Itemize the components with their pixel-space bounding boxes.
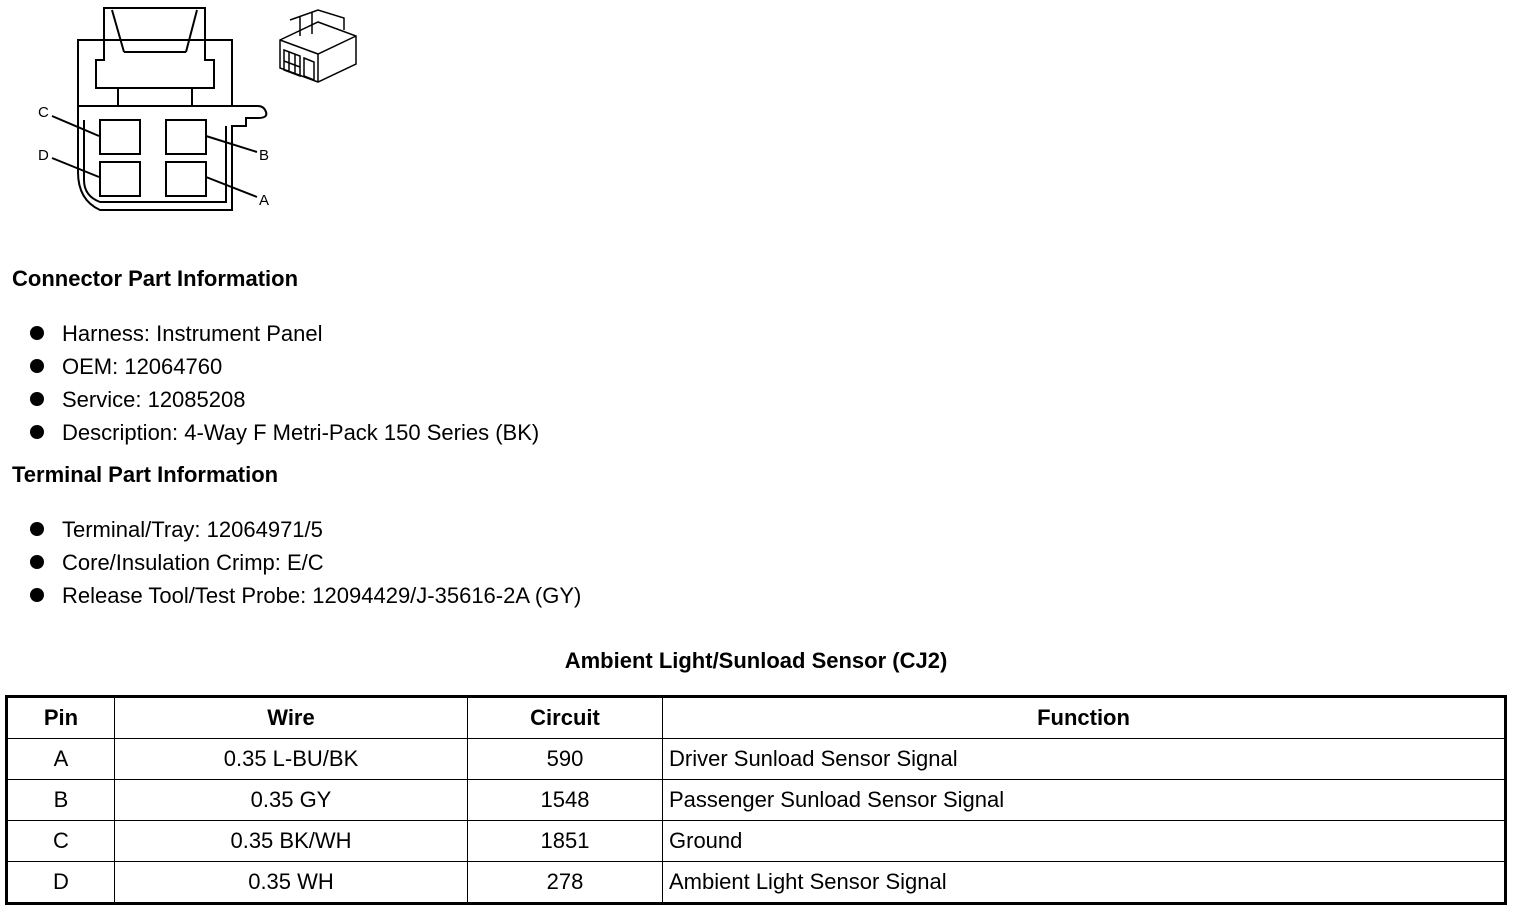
header-circuit: Circuit (468, 697, 663, 739)
table-title: Ambient Light/Sunload Sensor (CJ2) (564, 648, 948, 673)
wire-cell: 0.35 GY (115, 780, 468, 821)
pin-label-b: B (259, 147, 270, 164)
pin-label-a: A (259, 192, 270, 209)
function-cell: Ambient Light Sensor Signal (663, 862, 1506, 904)
table-header-row (7, 697, 1506, 739)
terminal-info-list (30, 513, 581, 612)
list-item: OEM: 12064760 (30, 350, 539, 383)
list-item: Description: 4-Way F Metri-Pack 150 Series (BK) (30, 416, 539, 449)
list-item: Core/Insulation Crimp: E/C (30, 546, 581, 579)
bullet-icon (30, 522, 44, 536)
bullet-icon (30, 326, 44, 340)
list-item: Release Tool/Test Probe: 12094429/J-35616-2A (GY) (30, 579, 581, 612)
pinout-table (5, 695, 1507, 905)
function-cell: Passenger Sunload Sensor Signal (663, 780, 1506, 821)
pin-cell: D (7, 862, 115, 904)
function-cell: Ground (663, 821, 1506, 862)
pin-cell: C (7, 821, 115, 862)
function-cell: Driver Sunload Sensor Signal (663, 739, 1506, 780)
bullet-icon (30, 425, 44, 439)
circuit-cell: 278 (468, 862, 663, 904)
pin-cell: A (7, 739, 115, 780)
pin-c-leader (52, 116, 99, 136)
bullet-icon (30, 555, 44, 569)
wire-cell: 0.35 WH (115, 862, 468, 904)
connector-info-heading: Connector Part Information (12, 266, 299, 291)
connector-info-list (30, 317, 539, 449)
table-row (7, 739, 1506, 780)
header-pin: Pin (7, 697, 115, 739)
connector-thumbnail (280, 10, 356, 82)
pin-label-c: C (38, 104, 49, 121)
bullet-icon (30, 359, 44, 373)
list-item: Terminal/Tray: 12064971/5 (30, 513, 581, 546)
circuit-cell: 1548 (468, 780, 663, 821)
list-item: Service: 12085208 (30, 383, 539, 416)
table-row (7, 821, 1506, 862)
wire-cell: 0.35 L-BU/BK (115, 739, 468, 780)
pin-label-d: D (38, 147, 49, 164)
table-row (7, 780, 1506, 821)
header-wire: Wire (115, 697, 468, 739)
bullet-icon (30, 392, 44, 406)
connector-diagram (0, 0, 380, 225)
circuit-cell: 590 (468, 739, 663, 780)
pin-d-leader (52, 158, 99, 177)
table-row (7, 862, 1506, 904)
pin-cell: B (7, 780, 115, 821)
circuit-cell: 1851 (468, 821, 663, 862)
header-function: Function (663, 697, 1506, 739)
list-item: Harness: Instrument Panel (30, 317, 539, 350)
bullet-icon (30, 588, 44, 602)
wire-cell: 0.35 BK/WH (115, 821, 468, 862)
terminal-info-heading: Terminal Part Information (12, 462, 279, 487)
